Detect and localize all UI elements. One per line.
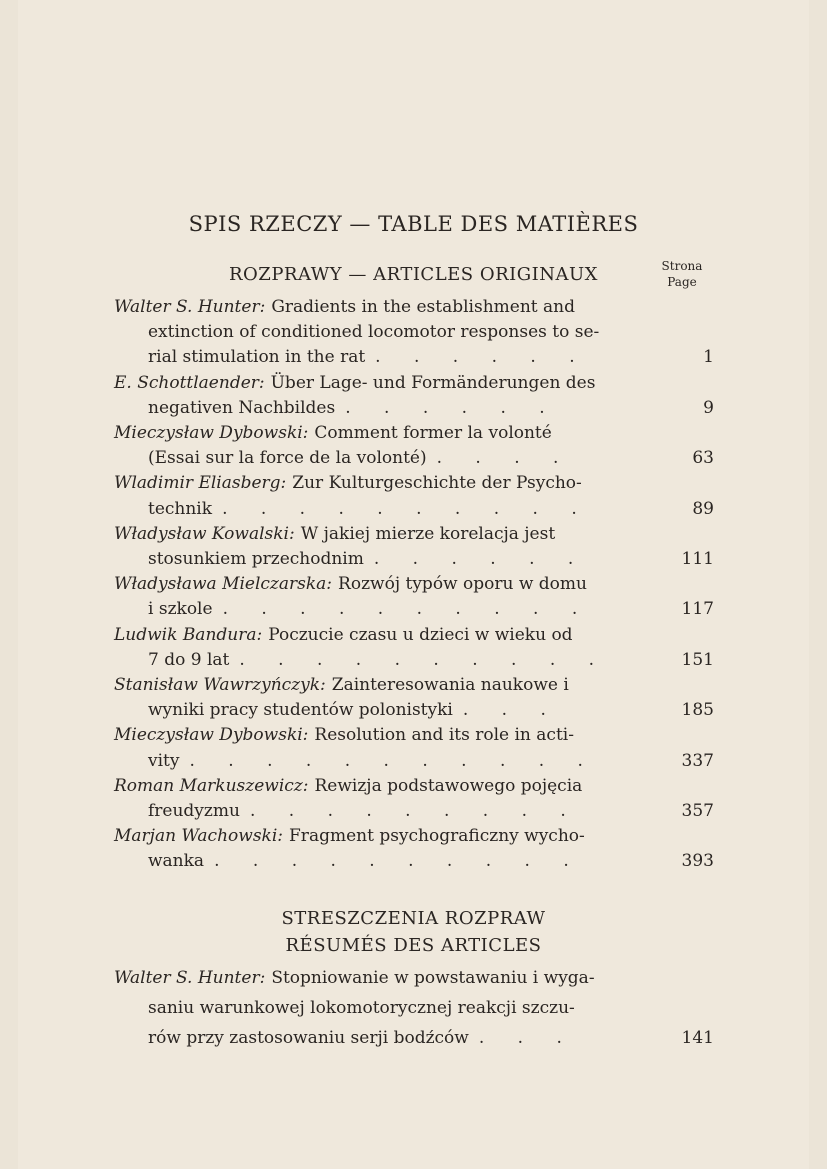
toc-entry-leader-dots: . . . . . . xyxy=(375,347,589,368)
toc-entry-leader-dots: . . . . . . xyxy=(373,549,588,570)
toc-entry-leader-dots: . . . . xyxy=(436,448,573,469)
toc-entry-leader-dots: . . . . . . . . . . xyxy=(222,599,592,620)
page-column-header xyxy=(652,258,712,290)
toc-entry-title-start: Stopniowanie w powstawaniu i wyga- xyxy=(271,968,595,988)
toc-entry xyxy=(114,774,714,824)
toc-entry-title-part: wyniki pracy studentów polonistyki xyxy=(148,700,453,721)
toc-entry xyxy=(114,471,714,521)
toc-entry-leader-dots: . . . . . . . . . xyxy=(249,801,580,822)
toc-entry-continuation-line xyxy=(114,799,714,824)
toc-entry-author: Władysław Kowalski: xyxy=(114,523,295,544)
toc-entry-page-number: 111 xyxy=(681,549,714,570)
toc-entry xyxy=(114,421,714,471)
toc-entry-title-start: Fragment psychograficzny wycho- xyxy=(289,826,585,847)
toc-entry-continuation-line xyxy=(114,497,714,522)
toc-list xyxy=(114,295,714,875)
toc-entry-title-part: saniu warunkowej lokomotorycznej reakcji szczu- xyxy=(148,998,575,1018)
toc-entry-leader-dots: . . . . . . . . . . . xyxy=(189,750,597,771)
toc-entry-continuation-line xyxy=(114,597,714,622)
toc-entry-leader-dots: . . . . . . . . . . xyxy=(222,498,591,519)
toc-entry-first-line xyxy=(114,522,714,547)
section-heading-articles: ROZPRAWY — ARTICLES ORIGINAUX xyxy=(229,264,598,285)
toc-entry-author: Wladimir Eliasberg: xyxy=(114,473,287,494)
section-heading-summaries xyxy=(0,905,827,959)
toc-entry-continuation-line xyxy=(114,345,714,370)
toc-entry-title-start: Poczucie czasu u dzieci w wieku od xyxy=(268,624,573,645)
toc-entry-author: Walter S. Hunter: xyxy=(114,968,266,988)
toc-entry-continuation-line xyxy=(114,749,714,774)
toc-entry-title-start: Resolution and its role in acti- xyxy=(314,725,574,746)
toc-entry-first-line xyxy=(114,673,714,698)
toc-entry-leader-dots: . . . xyxy=(478,1028,576,1048)
toc-entry-author: Mieczysław Dybowski: xyxy=(114,725,309,746)
toc-entry-page-number: 337 xyxy=(681,750,714,771)
toc-entry-title-part: extinction of conditioned locomotor responses to se- xyxy=(148,322,600,343)
toc-entry-leader-dots: . . . xyxy=(462,700,560,721)
toc-entry-continuation-line xyxy=(114,1023,714,1053)
toc-entry-continuation-line xyxy=(114,993,714,1023)
toc-entry-first-line xyxy=(114,774,714,799)
toc-entry-continuation-line xyxy=(114,547,714,572)
toc-entry-first-line xyxy=(114,623,714,648)
toc-entry-title-part: freudyzmu xyxy=(148,801,240,822)
toc-entry-author: Ludwik Bandura: xyxy=(114,624,263,645)
toc-entry-title-start: Zur Kulturgeschichte der Psycho- xyxy=(292,473,582,494)
toc-entry-page-number: 117 xyxy=(681,599,714,620)
toc-entry-first-line xyxy=(114,723,714,748)
toc-entry-title-part: technik xyxy=(148,498,213,519)
toc-entry-leader-dots: . . . . . . . . . . xyxy=(239,649,609,670)
toc-entry-title-part: rów przy zastosowaniu serji bodźców xyxy=(148,1028,469,1048)
toc-entry-author: Stanisław Wawrzyńczyk: xyxy=(114,675,326,696)
toc-entry-author: Walter S. Hunter: xyxy=(114,297,266,317)
toc-entry-continuation-line xyxy=(114,396,714,421)
toc-entry-first-line xyxy=(114,471,714,496)
summary-heading-french: RÉSUMÉS DES ARTICLES xyxy=(285,935,542,956)
toc-entry-title-start: W jakiej mierze korelacja jest xyxy=(300,523,556,544)
toc-entry-title-part: vity xyxy=(148,750,180,771)
toc-entry-title-part: rial stimulation in the rat xyxy=(148,347,366,368)
toc-entry-page-number: 393 xyxy=(681,851,714,872)
toc-entry-page-number: 1 xyxy=(703,347,714,368)
toc-entry-title-part: (Essai sur la force de la volonté) xyxy=(148,448,427,469)
toc-entry-first-line xyxy=(114,371,714,396)
toc-entry-continuation-line xyxy=(114,446,714,471)
toc-entry-leader-dots: . . . . . . . . . . xyxy=(214,851,583,872)
summary-heading-polish: STRESZCZENIA ROZPRAW xyxy=(281,908,546,929)
toc-entry-continuation-line xyxy=(114,849,714,874)
toc-entry-continuation-line xyxy=(114,320,714,345)
toc-entry xyxy=(114,295,714,371)
toc-entry-first-line xyxy=(114,824,714,849)
toc-entry-author: Mieczysław Dybowski: xyxy=(114,423,309,444)
toc-entry xyxy=(114,673,714,723)
toc-entry-title-part: wanka xyxy=(148,851,205,872)
page-column-label-french: Page xyxy=(667,275,697,289)
page-title: SPIS RZECZY — TABLE DES MATIÈRES xyxy=(188,212,639,236)
toc-entry-title-start: Zainteresowania naukowe i xyxy=(331,675,569,696)
toc-entry-page-number: 185 xyxy=(681,700,714,721)
toc-entry-title-start: Rewizja podstawowego pojęcia xyxy=(314,775,583,796)
toc-entry xyxy=(114,572,714,622)
toc-entry xyxy=(114,963,714,1053)
toc-entry-title-start: Über Lage- und Formänderungen des xyxy=(270,372,596,393)
toc-entry-author: E. Schottlaender: xyxy=(114,372,265,393)
toc-entry-title-start: Comment former la volonté xyxy=(314,423,552,444)
toc-entry xyxy=(114,371,714,421)
toc-entry-leader-dots: . . . . . . xyxy=(345,397,559,418)
toc-entry-page-number: 9 xyxy=(703,397,714,418)
summary-list xyxy=(114,963,714,1053)
toc-entry-first-line xyxy=(114,963,714,993)
toc-entry-continuation-line xyxy=(114,698,714,723)
toc-entry-author: Roman Markuszewicz: xyxy=(114,775,309,796)
toc-entry-page-number: 63 xyxy=(692,448,714,469)
toc-entry-title-part: negativen Nachbildes xyxy=(148,397,336,418)
page-column-label-polish: Strona xyxy=(661,259,703,273)
toc-entry-title-start: Rozwój typów oporu w domu xyxy=(338,574,587,595)
toc-entry-page-number: 89 xyxy=(692,498,714,519)
toc-entry xyxy=(114,522,714,572)
toc-entry-title-part: i szkole xyxy=(148,599,213,620)
toc-entry-title-part: 7 do 9 lat xyxy=(148,649,230,670)
toc-entry-page-number: 141 xyxy=(681,1028,714,1048)
toc-entry-first-line xyxy=(114,295,714,320)
toc-entry-page-number: 357 xyxy=(681,801,714,822)
toc-entry xyxy=(114,723,714,773)
toc-entry-author: Władysława Mielczarska: xyxy=(114,574,333,595)
toc-entry xyxy=(114,824,714,874)
toc-entry-first-line xyxy=(114,572,714,597)
toc-entry-title-part: stosunkiem przechodnim xyxy=(148,549,364,570)
toc-entry-first-line xyxy=(114,421,714,446)
toc-entry-page-number: 151 xyxy=(681,649,714,670)
toc-entry xyxy=(114,623,714,673)
toc-entry-title-start: Gradients in the establishment and xyxy=(271,297,575,317)
toc-entry-author: Marjan Wachowski: xyxy=(114,826,284,847)
toc-entry-continuation-line xyxy=(114,648,714,673)
